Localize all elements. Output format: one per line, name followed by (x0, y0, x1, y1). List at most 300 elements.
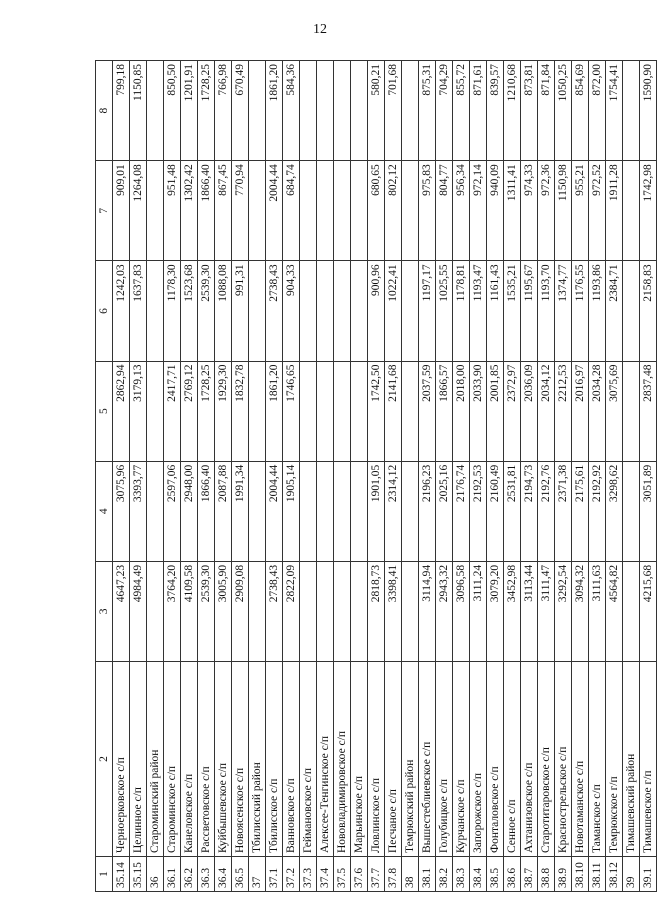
value-cell: 1176,55 (572, 261, 589, 361)
row-name-cell: Новотаманское с/п (572, 662, 589, 857)
value-cell: 3005,90 (215, 561, 232, 661)
table-row (368, 61, 385, 892)
value-cell: 2943,32 (436, 561, 453, 661)
value-cell (317, 461, 334, 561)
row-name-cell: Ахтанизовское с/п (521, 662, 538, 857)
value-cell: 1535,21 (504, 261, 521, 361)
value-cell: 1901,05 (368, 461, 385, 561)
table-row (249, 61, 266, 892)
table-row (351, 61, 368, 892)
value-cell: 1264,08 (130, 161, 147, 261)
row-name-cell: Темрюкское г/п (606, 662, 623, 857)
table-row (419, 61, 436, 892)
value-cell: 3113,44 (521, 561, 538, 661)
row-name-cell: Тбилисский район (249, 662, 266, 857)
value-cell: 1201,91 (181, 61, 198, 161)
value-cell: 2176,74 (453, 461, 470, 561)
value-cell: 909,01 (113, 161, 130, 261)
value-cell: 940,09 (487, 161, 504, 261)
row-name-cell: Тимашевское г/п (640, 662, 657, 857)
value-cell: 1193,86 (589, 261, 606, 361)
value-cell: 2033,90 (470, 361, 487, 461)
value-cell: 1022,41 (385, 261, 402, 361)
row-name-cell: Песчаное с/п (385, 662, 402, 857)
value-cell (317, 561, 334, 661)
value-cell (623, 561, 640, 661)
row-number-cell: 38.3 (453, 857, 470, 892)
value-cell (334, 261, 351, 361)
row-name-cell: Марьинское с/п (351, 662, 368, 857)
row-number-cell: 37 (249, 857, 266, 892)
row-number-cell: 38.5 (487, 857, 504, 892)
data-table (95, 60, 657, 892)
value-cell: 1195,67 (521, 261, 538, 361)
value-cell: 3075,69 (606, 361, 623, 461)
value-cell: 1861,20 (266, 361, 283, 461)
value-cell: 584,36 (283, 61, 300, 161)
table-row (436, 61, 453, 892)
row-number-cell: 36.5 (232, 857, 249, 892)
value-cell (334, 361, 351, 461)
value-cell: 3292,54 (555, 561, 572, 661)
value-cell: 3452,98 (504, 561, 521, 661)
row-number-cell: 38.11 (589, 857, 606, 892)
value-cell (300, 361, 317, 461)
value-cell (147, 461, 164, 561)
table-viewport (95, 60, 654, 892)
value-cell: 2417,71 (164, 361, 181, 461)
value-cell: 873,81 (521, 61, 538, 161)
value-cell: 1746,65 (283, 361, 300, 461)
value-cell: 1302,42 (181, 161, 198, 261)
value-cell: 956,34 (453, 161, 470, 261)
value-cell: 1050,25 (555, 61, 572, 161)
value-cell (300, 61, 317, 161)
value-cell: 1637,83 (130, 261, 147, 361)
header-cell: 7 (96, 161, 113, 261)
value-cell (147, 161, 164, 261)
value-cell: 1178,81 (453, 261, 470, 361)
row-name-cell: Рассветовское с/п (198, 662, 215, 857)
value-cell: 2034,28 (589, 361, 606, 461)
value-cell (334, 61, 351, 161)
value-cell: 974,33 (521, 161, 538, 261)
value-cell (623, 261, 640, 361)
row-name-cell: Староминское с/п (164, 662, 181, 857)
table-header-row (96, 61, 113, 892)
value-cell: 2212,53 (555, 361, 572, 461)
value-cell: 2539,30 (198, 261, 215, 361)
value-cell: 2018,00 (453, 361, 470, 461)
value-cell: 704,29 (436, 61, 453, 161)
value-cell: 3075,96 (113, 461, 130, 561)
value-cell: 2192,92 (589, 461, 606, 561)
value-cell (351, 561, 368, 661)
value-cell: 872,00 (589, 61, 606, 161)
value-cell: 1866,40 (198, 161, 215, 261)
row-number-cell: 35.15 (130, 857, 147, 892)
table-row (589, 61, 606, 892)
value-cell (623, 361, 640, 461)
value-cell: 770,94 (232, 161, 249, 261)
value-cell: 2822,09 (283, 561, 300, 661)
row-number-cell: 38.12 (606, 857, 623, 892)
header-cell: 3 (96, 561, 113, 661)
value-cell: 1374,77 (555, 261, 572, 361)
value-cell: 2384,71 (606, 261, 623, 361)
value-cell: 2372,97 (504, 361, 521, 461)
value-cell: 1193,70 (538, 261, 555, 361)
value-cell: 972,36 (538, 161, 555, 261)
row-number-cell: 36.4 (215, 857, 232, 892)
value-cell: 1905,14 (283, 461, 300, 561)
value-cell: 3179,13 (130, 361, 147, 461)
value-cell: 1150,98 (555, 161, 572, 261)
table-row (470, 61, 487, 892)
value-cell: 580,21 (368, 61, 385, 161)
table-row (215, 61, 232, 892)
value-cell: 2158,83 (640, 261, 657, 361)
value-cell: 1523,68 (181, 261, 198, 361)
value-cell: 3111,47 (538, 561, 555, 661)
value-cell: 2175,61 (572, 461, 589, 561)
value-cell (300, 561, 317, 661)
header-cell: 8 (96, 61, 113, 161)
value-cell: 991,31 (232, 261, 249, 361)
value-cell (402, 161, 419, 261)
value-cell: 875,31 (419, 61, 436, 161)
table-row (198, 61, 215, 892)
value-cell: 2539,30 (198, 561, 215, 661)
value-cell: 2862,94 (113, 361, 130, 461)
value-cell: 670,49 (232, 61, 249, 161)
value-cell: 2531,81 (504, 461, 521, 561)
value-cell (300, 461, 317, 561)
value-cell (249, 261, 266, 361)
value-cell: 3096,58 (453, 561, 470, 661)
value-cell: 1178,30 (164, 261, 181, 361)
table-row (555, 61, 572, 892)
table-row (521, 61, 538, 892)
row-name-cell: Курчанское с/п (453, 662, 470, 857)
value-cell (402, 361, 419, 461)
value-cell: 1754,41 (606, 61, 623, 161)
value-cell: 871,84 (538, 61, 555, 161)
table-row (623, 61, 640, 892)
value-cell: 3051,89 (640, 461, 657, 561)
value-cell: 799,18 (113, 61, 130, 161)
value-cell: 2597,06 (164, 461, 181, 561)
row-name-cell: Куйбышевское с/п (215, 662, 232, 857)
value-cell (334, 161, 351, 261)
value-cell: 3111,63 (589, 561, 606, 661)
row-number-cell: 38.9 (555, 857, 572, 892)
row-name-cell: Фонталовское с/п (487, 662, 504, 857)
value-cell: 1929,30 (215, 361, 232, 461)
value-cell: 802,12 (385, 161, 402, 261)
value-cell (351, 361, 368, 461)
value-cell: 2160,49 (487, 461, 504, 561)
table-row (538, 61, 555, 892)
row-number-cell: 38.8 (538, 857, 555, 892)
value-cell: 855,72 (453, 61, 470, 161)
row-number-cell: 37.6 (351, 857, 368, 892)
row-name-cell: Тбилисское с/п (266, 662, 283, 857)
value-cell: 1161,43 (487, 261, 504, 361)
value-cell: 2818,73 (368, 561, 385, 661)
value-cell (147, 61, 164, 161)
row-name-cell: Нововладимировское с/п (334, 662, 351, 857)
value-cell: 2192,76 (538, 461, 555, 561)
row-number-cell: 36 (147, 857, 164, 892)
value-cell (249, 161, 266, 261)
value-cell: 1193,47 (470, 261, 487, 361)
value-cell: 951,48 (164, 161, 181, 261)
table-row (317, 61, 334, 892)
row-name-cell: Геймановское с/п (300, 662, 317, 857)
table-row (504, 61, 521, 892)
value-cell: 1861,20 (266, 61, 283, 161)
value-cell (300, 161, 317, 261)
row-number-cell: 36.1 (164, 857, 181, 892)
value-cell: 1311,41 (504, 161, 521, 261)
value-cell (300, 261, 317, 361)
value-cell (249, 461, 266, 561)
row-number-cell: 38 (402, 857, 419, 892)
rotated-table-wrapper (95, 60, 654, 892)
value-cell: 2141,68 (385, 361, 402, 461)
value-cell: 3764,20 (164, 561, 181, 661)
table-body (96, 61, 657, 892)
value-cell (402, 461, 419, 561)
value-cell: 1832,78 (232, 361, 249, 461)
row-name-cell: Вышестеблиевское с/п (419, 662, 436, 857)
row-number-cell: 37.8 (385, 857, 402, 892)
value-cell: 2004,44 (266, 161, 283, 261)
row-number-cell: 38.2 (436, 857, 453, 892)
value-cell: 2314,12 (385, 461, 402, 561)
value-cell (317, 161, 334, 261)
table-row (232, 61, 249, 892)
value-cell (351, 161, 368, 261)
value-cell: 4109,58 (181, 561, 198, 661)
row-number-cell: 38.6 (504, 857, 521, 892)
row-number-cell: 36.3 (198, 857, 215, 892)
value-cell: 680,65 (368, 161, 385, 261)
row-name-cell: Ванновское с/п (283, 662, 300, 857)
header-cell: 5 (96, 361, 113, 461)
row-number-cell: 38.7 (521, 857, 538, 892)
row-name-cell: Краснострельское с/п (555, 662, 572, 857)
value-cell: 972,14 (470, 161, 487, 261)
row-name-cell: Ловлинское с/п (368, 662, 385, 857)
row-name-cell: Черноерковское с/п (113, 662, 130, 857)
value-cell: 4564,82 (606, 561, 623, 661)
value-cell: 1728,25 (198, 361, 215, 461)
row-name-cell: Запорожское с/п (470, 662, 487, 857)
value-cell (249, 561, 266, 661)
table-row (147, 61, 164, 892)
value-cell: 1088,08 (215, 261, 232, 361)
value-cell: 2037,59 (419, 361, 436, 461)
value-cell: 3114,94 (419, 561, 436, 661)
value-cell (334, 461, 351, 561)
table-row (487, 61, 504, 892)
table-row (283, 61, 300, 892)
table-row (402, 61, 419, 892)
value-cell: 2016,97 (572, 361, 589, 461)
row-number-cell: 37.1 (266, 857, 283, 892)
value-cell (623, 61, 640, 161)
value-cell: 972,52 (589, 161, 606, 261)
value-cell (317, 261, 334, 361)
value-cell: 2909,08 (232, 561, 249, 661)
value-cell: 1911,28 (606, 161, 623, 261)
row-number-cell: 38.4 (470, 857, 487, 892)
value-cell: 867,45 (215, 161, 232, 261)
table-row (640, 61, 657, 892)
row-number-cell: 39.1 (640, 857, 657, 892)
row-number-cell: 37.7 (368, 857, 385, 892)
value-cell: 871,61 (470, 61, 487, 161)
row-number-cell: 38.1 (419, 857, 436, 892)
table-row (181, 61, 198, 892)
value-cell: 2738,43 (266, 261, 283, 361)
value-cell (351, 461, 368, 561)
value-cell: 2025,16 (436, 461, 453, 561)
value-cell (147, 561, 164, 661)
value-cell: 804,77 (436, 161, 453, 261)
value-cell: 1742,98 (640, 161, 657, 261)
value-cell (402, 261, 419, 361)
value-cell: 2196,23 (419, 461, 436, 561)
value-cell (147, 361, 164, 461)
header-cell: 2 (96, 662, 113, 857)
value-cell: 2004,44 (266, 461, 283, 561)
value-cell (351, 261, 368, 361)
row-number-cell: 37.3 (300, 857, 317, 892)
row-name-cell: Старотитаровское с/п (538, 662, 555, 857)
header-cell: 1 (96, 857, 113, 892)
table-row (266, 61, 283, 892)
header-cell: 4 (96, 461, 113, 561)
value-cell: 701,68 (385, 61, 402, 161)
row-name-cell: Канеловское с/п (181, 662, 198, 857)
value-cell (147, 261, 164, 361)
value-cell: 766,98 (215, 61, 232, 161)
value-cell: 1242,03 (113, 261, 130, 361)
value-cell: 2087,88 (215, 461, 232, 561)
row-number-cell: 37.2 (283, 857, 300, 892)
table-row (385, 61, 402, 892)
value-cell (402, 61, 419, 161)
value-cell: 2034,12 (538, 361, 555, 461)
value-cell: 1210,68 (504, 61, 521, 161)
row-number-cell: 36.2 (181, 857, 198, 892)
value-cell (317, 361, 334, 461)
row-number-cell: 37.5 (334, 857, 351, 892)
table-row (334, 61, 351, 892)
value-cell (249, 61, 266, 161)
row-name-cell: Темрюкский район (402, 662, 419, 857)
table-row (300, 61, 317, 892)
value-cell: 4215,68 (640, 561, 657, 661)
value-cell: 1025,55 (436, 261, 453, 361)
value-cell: 1150,85 (130, 61, 147, 161)
row-name-cell: Староминский район (147, 662, 164, 857)
value-cell: 2371,38 (555, 461, 572, 561)
value-cell: 2948,00 (181, 461, 198, 561)
value-cell: 2192,53 (470, 461, 487, 561)
value-cell: 1197,17 (419, 261, 436, 361)
value-cell (249, 361, 266, 461)
row-number-cell: 37.4 (317, 857, 334, 892)
value-cell: 854,69 (572, 61, 589, 161)
row-number-cell: 39 (623, 857, 640, 892)
value-cell: 684,74 (283, 161, 300, 261)
table-row (572, 61, 589, 892)
table-row (453, 61, 470, 892)
value-cell: 900,96 (368, 261, 385, 361)
row-name-cell: Тимашевский район (623, 662, 640, 857)
value-cell: 850,50 (164, 61, 181, 161)
value-cell: 2837,48 (640, 361, 657, 461)
value-cell: 1866,40 (198, 461, 215, 561)
value-cell: 2769,12 (181, 361, 198, 461)
row-number-cell: 38.10 (572, 857, 589, 892)
row-number-cell: 35.14 (113, 857, 130, 892)
value-cell: 2001,85 (487, 361, 504, 461)
value-cell: 2738,43 (266, 561, 283, 661)
value-cell: 1866,57 (436, 361, 453, 461)
value-cell: 975,83 (419, 161, 436, 261)
value-cell: 3111,24 (470, 561, 487, 661)
table-row (606, 61, 623, 892)
value-cell: 904,33 (283, 261, 300, 361)
value-cell: 3094,32 (572, 561, 589, 661)
value-cell: 1991,34 (232, 461, 249, 561)
value-cell (402, 561, 419, 661)
row-name-cell: Алексее-Тенгинское с/п (317, 662, 334, 857)
value-cell: 839,57 (487, 61, 504, 161)
table-row (164, 61, 181, 892)
value-cell: 3398,41 (385, 561, 402, 661)
value-cell: 4984,49 (130, 561, 147, 661)
row-name-cell: Голубицкое с/п (436, 662, 453, 857)
value-cell (334, 561, 351, 661)
value-cell: 1728,25 (198, 61, 215, 161)
value-cell: 3393,77 (130, 461, 147, 561)
value-cell (317, 61, 334, 161)
value-cell: 1742,50 (368, 361, 385, 461)
page-number: 12 (313, 22, 327, 37)
header-cell: 6 (96, 261, 113, 361)
row-name-cell: Новоясенское с/п (232, 662, 249, 857)
value-cell: 1590,90 (640, 61, 657, 161)
value-cell: 955,21 (572, 161, 589, 261)
value-cell: 3079,20 (487, 561, 504, 661)
value-cell: 2036,09 (521, 361, 538, 461)
value-cell: 3298,62 (606, 461, 623, 561)
value-cell (351, 61, 368, 161)
table-row (113, 61, 130, 892)
value-cell: 2194,73 (521, 461, 538, 561)
row-name-cell: Сенное с/п (504, 662, 521, 857)
row-name-cell: Целинное с/п (130, 662, 147, 857)
table-row (130, 61, 147, 892)
value-cell (623, 461, 640, 561)
value-cell: 4647,23 (113, 561, 130, 661)
